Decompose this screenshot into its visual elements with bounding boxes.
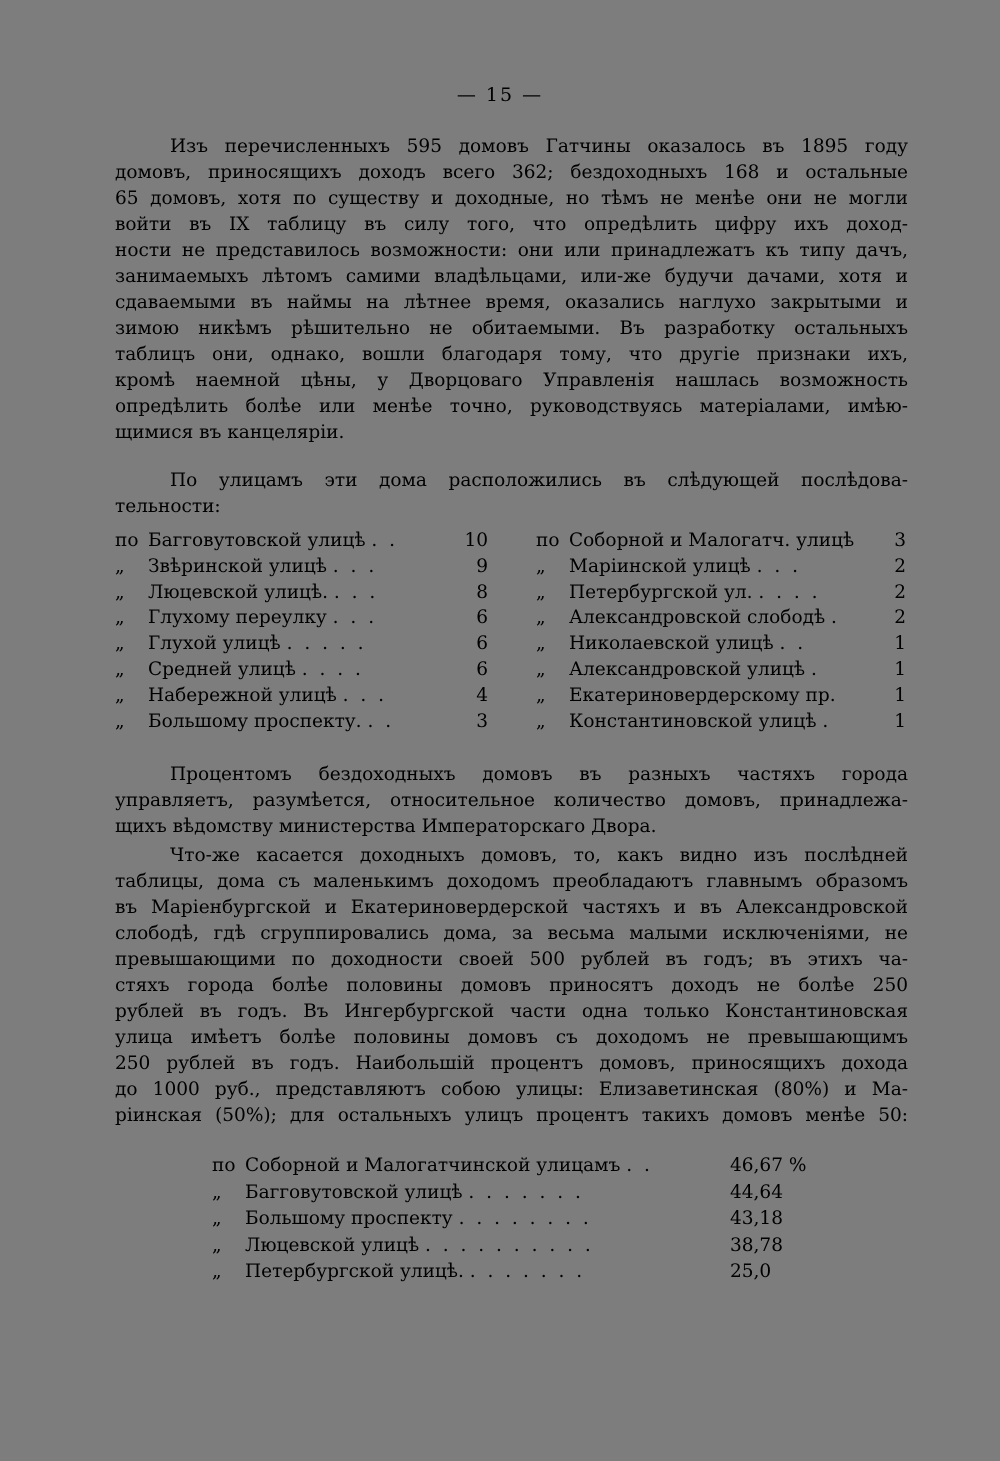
leader-dots: . . [371, 530, 399, 551]
ditto-prefix: по [212, 1155, 236, 1176]
text-line: щихъ вѣдомству министерства Императорскаго Двора. [115, 816, 657, 837]
percentage-row [212, 1153, 812, 1180]
leader-dots: . . [779, 633, 807, 655]
street-name: Николаевской улицѣ [569, 633, 774, 655]
street-row [536, 631, 906, 657]
text-line: занимаемыхъ лѣтомъ самими владѣльцами, или-же будучи дачами, хотя и [115, 266, 908, 287]
text-line: опредѣлить болѣе или менѣе точно, руководствуясь матеріалами, имѣю- [115, 396, 908, 417]
percentage-row [212, 1233, 812, 1260]
leader-dots: . . . [332, 555, 378, 577]
street-name: Звѣринской улицѣ [148, 555, 327, 577]
text-line: зимою никѣмъ рѣшительно не обитаемыми. Въ разработку остальныхъ [115, 318, 908, 339]
street-row [536, 709, 906, 735]
house-count: 6 [476, 607, 488, 629]
text-line: превышающими по доходности своей 500 рублей въ годъ; въ этихъ ча- [115, 949, 908, 970]
ditto-prefix: „ [536, 633, 546, 655]
percentage-row [212, 1180, 812, 1207]
leader-dots: . . . [333, 581, 379, 603]
street-name: Екатериновердерскому пр. [569, 684, 836, 706]
house-count: 3 [476, 710, 488, 732]
page-number: — 15 — [456, 84, 544, 106]
house-count: 2 [894, 607, 906, 629]
text-line: тельности: [115, 496, 221, 517]
street-row [536, 683, 906, 709]
text-line: кромѣ наемной цѣны, у Дворцоваго Управленія нашлась возможность [115, 370, 908, 391]
house-count: 2 [894, 555, 906, 577]
street-row [115, 528, 488, 554]
ditto-prefix: „ [212, 1181, 222, 1203]
street-name: Соборной и Малогатчинской улицамъ [245, 1155, 621, 1176]
percent-value: 44,64 [730, 1181, 783, 1203]
ditto-prefix: „ [212, 1261, 222, 1282]
ditto-prefix: „ [115, 555, 125, 577]
text-line: слободѣ, гдѣ сгруппировались дома, за весьма малыми исключеніями, не [115, 923, 908, 944]
street-name: Багговутовской улицѣ [245, 1181, 463, 1203]
leader-dots: . . . . [758, 581, 821, 603]
street-row [115, 657, 488, 683]
leader-dots: . . [626, 1155, 653, 1176]
street-name: Александровской улицѣ [569, 658, 806, 680]
house-count: 10 [464, 530, 488, 551]
leader-dots: . [831, 607, 840, 629]
text-line: войти въ IX таблицу въ силу того, что опредѣлить цифру ихъ доход- [115, 214, 908, 235]
text-line: домовъ, приносящихъ доходъ всего 362; бездоходныхъ 168 и остальные [115, 162, 908, 183]
ditto-prefix: „ [536, 581, 546, 603]
percent-value: 43,18 [730, 1208, 783, 1229]
ditto-prefix: „ [115, 710, 125, 732]
house-count: 6 [476, 658, 488, 680]
text-line: сдаваемыми въ наймы на лѣтнее время, оказались наглухо закрытыми и [115, 292, 908, 313]
text-line: щимися въ канцеляріи. [115, 422, 345, 443]
street-name: Средней улицѣ [148, 658, 296, 680]
ditto-prefix: „ [536, 607, 546, 629]
street-name: Глухой улицѣ [148, 633, 281, 655]
house-count: 1 [894, 658, 906, 680]
percentage-row [212, 1206, 812, 1233]
ditto-prefix: „ [115, 607, 125, 629]
text-line: Процентомъ бездоходныхъ домовъ въ разныхъ частяхъ города [170, 764, 908, 785]
leader-dots: . [822, 710, 832, 732]
ditto-prefix: по [115, 530, 139, 551]
text-line: таблицъ они, однако, вошли благодаря тому, что другіе признаки ихъ, [115, 344, 908, 365]
house-count: 1 [894, 684, 906, 706]
house-count: 1 [894, 633, 906, 655]
leader-dots: . . . [756, 555, 801, 577]
street-name: Люцевской улицѣ [245, 1234, 420, 1256]
paragraph-3 [115, 762, 908, 840]
text-line: 250 рублей въ годъ. Наибольшій процентъ домовъ, приносящихъ дохода [115, 1053, 908, 1074]
text-line: стяхъ города болѣе половины домовъ приносятъ доходъ не болѣе 250 [115, 975, 908, 996]
percentage-list [212, 1153, 812, 1286]
street-row [115, 580, 488, 606]
street-name: Александровской слободѣ [569, 607, 826, 629]
text-line: Изъ перечисленныхъ 595 домовъ Гатчины оказалось въ 1895 году [170, 136, 908, 157]
street-row [536, 528, 906, 554]
leader-dots: . . . . . . . [469, 1261, 586, 1282]
ditto-prefix: „ [536, 658, 546, 680]
ditto-prefix: „ [115, 581, 125, 603]
house-count: 6 [476, 633, 488, 655]
percent-value: 46,67 % [730, 1155, 807, 1176]
street-row [115, 554, 488, 580]
percent-value: 38,78 [730, 1234, 783, 1256]
house-count: 1 [894, 710, 906, 732]
street-row [536, 657, 906, 683]
text-line: управляетъ, разумѣется, относительное количество домовъ, принадлежа- [115, 790, 908, 811]
house-count: 3 [894, 530, 906, 551]
house-count: 8 [476, 581, 488, 603]
street-name: Набережной улицѣ [148, 684, 337, 706]
street-name: Большому проспекту. [148, 710, 362, 732]
street-row [115, 709, 488, 735]
street-name: Соборной и Малогатч. улицѣ [569, 530, 855, 551]
street-row [536, 605, 906, 631]
house-count: 4 [476, 684, 488, 706]
ditto-prefix: „ [115, 633, 125, 655]
street-name: Глухому переулку [148, 607, 327, 629]
street-name: Маріинской улицѣ [569, 555, 751, 577]
text-line: По улицамъ эти дома расположились въ слѣдующей послѣдова- [170, 470, 908, 491]
ditto-prefix: „ [212, 1234, 222, 1256]
street-name: Петербургской улицѣ. [245, 1261, 464, 1282]
text-line: ности не представилось возможности: они или принадлежатъ къ типу дачъ, [115, 240, 908, 261]
ditto-prefix: „ [536, 710, 546, 732]
leader-dots: . . . . . . . [468, 1181, 584, 1203]
text-line: до 1000 руб., представляютъ собою улицы: Елизаветинская (80%) и Ма- [115, 1079, 908, 1100]
ditto-prefix: „ [115, 684, 125, 706]
ditto-prefix: „ [536, 684, 546, 706]
percentage-row [212, 1259, 812, 1286]
leader-dots: . . . . [301, 658, 364, 680]
paragraph-1 [115, 134, 908, 446]
street-name: Петербургской ул. [569, 581, 753, 603]
street-name: Большому проспекту [245, 1208, 453, 1229]
text-line: въ Маріенбургской и Екатериновердерской частяхъ и въ Александровской [115, 897, 908, 918]
street-row [115, 605, 488, 631]
paragraph-4 [115, 843, 908, 1129]
text-line: рублей въ годъ. Въ Ингербургской части одна только Константиновская [115, 1001, 908, 1022]
leader-dots: . . . . . . . . [458, 1208, 592, 1229]
leader-dots: . . . . . [286, 633, 367, 655]
paragraph-2 [115, 468, 908, 520]
leader-dots: . [810, 658, 820, 680]
streets-left-column [115, 528, 488, 734]
street-name: Константиновской улицѣ [569, 710, 817, 732]
percent-value: 25,0 [730, 1261, 772, 1282]
street-name: Люцевской улицѣ. [148, 581, 328, 603]
street-row [536, 580, 906, 606]
house-count: 9 [476, 555, 488, 577]
ditto-prefix: по [536, 530, 560, 551]
street-row [115, 683, 488, 709]
leader-dots: . . . . . . . . . . [425, 1234, 594, 1256]
streets-right-column [536, 528, 906, 734]
house-count: 2 [894, 581, 906, 603]
street-name: Багговутовской улицѣ [148, 530, 366, 551]
ditto-prefix: „ [536, 555, 546, 577]
ditto-prefix: „ [115, 658, 125, 680]
text-line: 65 домовъ, хотя по существу и доходные, но тѣмъ не менѣе они не могли [115, 188, 908, 209]
street-row [115, 631, 488, 657]
ditto-prefix: „ [212, 1208, 222, 1229]
text-line: Что-же касается доходныхъ домовъ, то, какъ видно изъ послѣдней [170, 845, 908, 866]
text-line: ріинская (50%); для остальныхъ улицъ процентъ такихъ домовъ менѣе 50: [115, 1105, 908, 1126]
leader-dots: . . [367, 710, 395, 732]
leader-dots: . . . [332, 607, 378, 629]
text-line: таблицы, дома съ маленькимъ доходомъ преобладаютъ главнымъ образомъ [115, 871, 908, 892]
street-row [536, 554, 906, 580]
leader-dots: . . . [342, 684, 388, 706]
text-line: улица имѣетъ болѣе половины домовъ съ доходомъ не превышающимъ [115, 1027, 908, 1048]
